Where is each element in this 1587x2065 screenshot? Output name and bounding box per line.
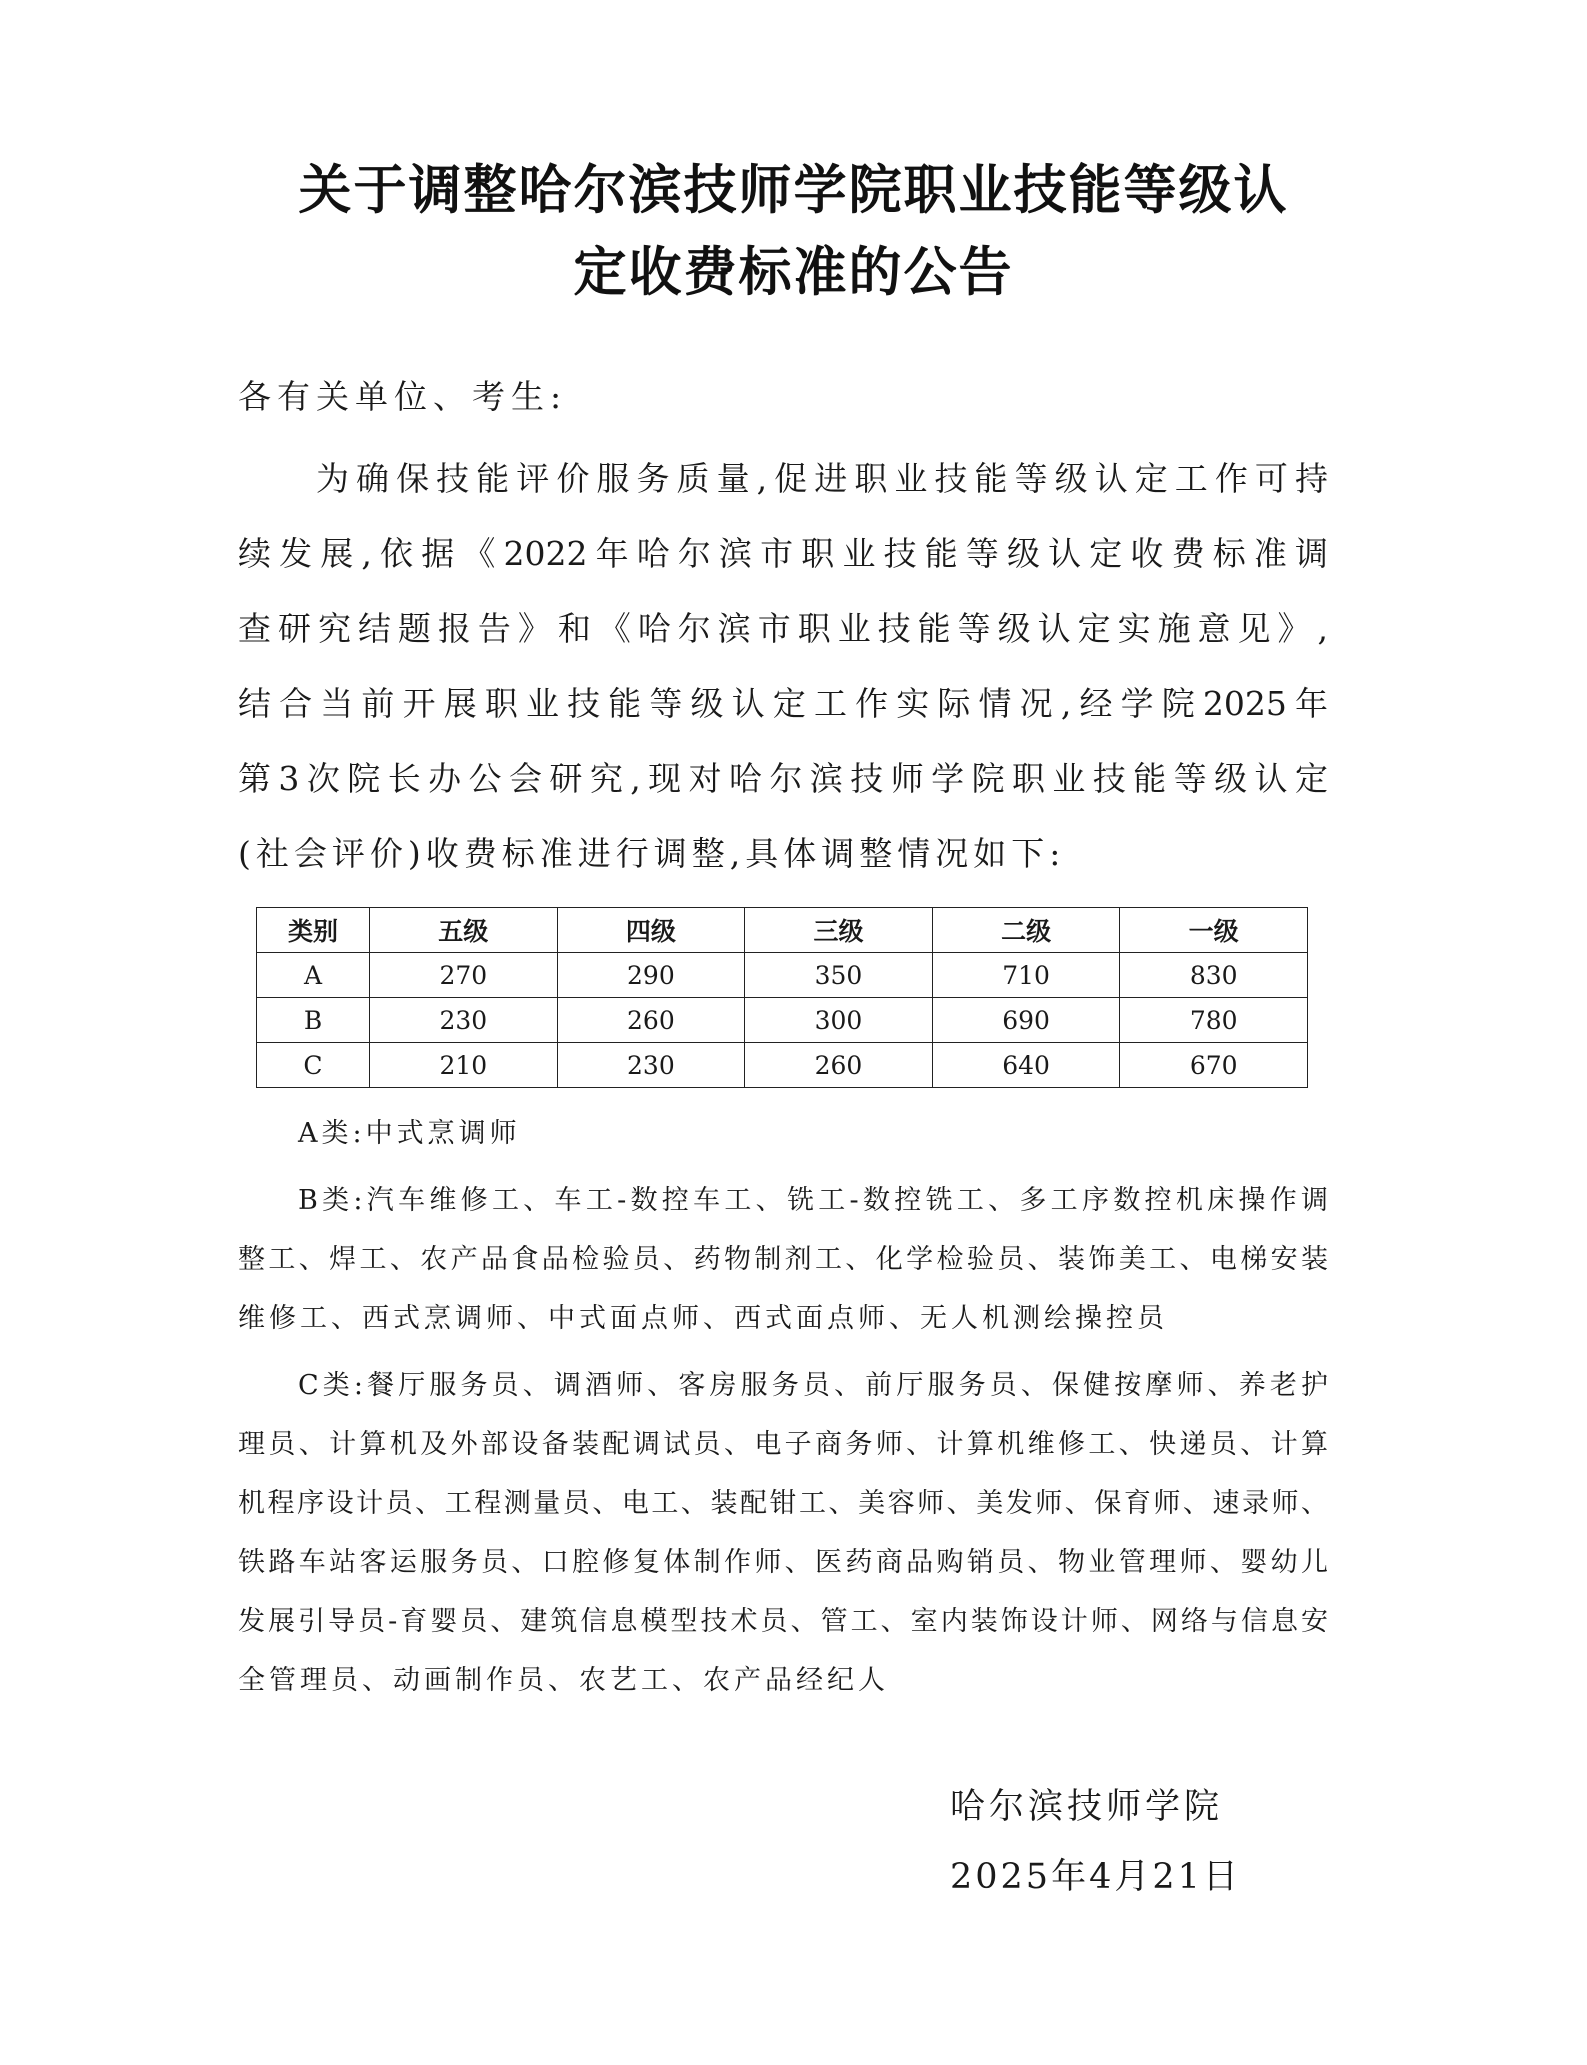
table-cell: 230 xyxy=(370,998,558,1043)
note-c-line: 理员、计算机及外部设备装配调试员、电子商务师、计算机维修工、快递员、计算 xyxy=(238,1429,1328,1460)
note-c-line: C类:餐厅服务员、调酒师、客房服务员、前厅服务员、保健按摩师、养老护 xyxy=(298,1370,1328,1401)
body-line: 结合当前开展职业技能等级认定工作实际情况,经学院2025年 xyxy=(238,684,1328,723)
table-cell: 350 xyxy=(745,953,933,998)
title-line-1: 关于调整哈尔滨技师学院职业技能等级认 xyxy=(298,160,1289,221)
header-level-4: 四级 xyxy=(557,908,745,953)
table-row xyxy=(257,998,1308,1043)
table-cell: 260 xyxy=(745,1043,933,1088)
table-cell: B xyxy=(257,998,370,1043)
table-cell: 640 xyxy=(932,1043,1120,1088)
salutation: 各有关单位、考生: xyxy=(238,377,568,416)
category-notes xyxy=(238,1104,1328,1710)
title-line-2: 定收费标准的公告 xyxy=(573,242,1014,303)
signature-date: 2025年4月21日 xyxy=(950,1857,1241,1897)
note-b-line: B类:汽车维修工、车工-数控车工、铣工-数控铣工、多工序数控机床操作调 xyxy=(298,1185,1328,1216)
note-b-line: 整工、焊工、农产品食品检验员、药物制剂工、化学检验员、装饰美工、电梯安装 xyxy=(238,1244,1328,1275)
table-cell: 210 xyxy=(370,1043,558,1088)
header-level-2: 二级 xyxy=(932,908,1120,953)
body-paragraph xyxy=(238,441,1328,891)
header-level-1: 一级 xyxy=(1120,908,1308,953)
note-c-line: 全管理员、动画制作员、农艺工、农产品经纪人 xyxy=(238,1665,889,1696)
header-category: 类别 xyxy=(257,908,370,953)
body-line: 续发展,依据《2022年哈尔滨市职业技能等级认定收费标准调 xyxy=(238,534,1328,573)
table-cell: 230 xyxy=(557,1043,745,1088)
table-cell: 690 xyxy=(932,998,1120,1043)
note-c-line: 铁路车站客运服务员、口腔修复体制作师、医药商品购销员、物业管理师、婴幼儿 xyxy=(238,1547,1328,1578)
table-cell: 270 xyxy=(370,953,558,998)
note-c-line: 发展引导员-育婴员、建筑信息模型技术员、管工、室内装饰设计师、网络与信息安 xyxy=(238,1606,1328,1637)
note-c-line: 机程序设计员、工程测量员、电工、装配钳工、美容师、美发师、保育师、速录师、 xyxy=(238,1488,1328,1519)
header-level-5: 五级 xyxy=(370,908,558,953)
table-cell: 780 xyxy=(1120,998,1308,1043)
table-cell: C xyxy=(257,1043,370,1088)
table-cell: 830 xyxy=(1120,953,1308,998)
table-cell: 260 xyxy=(557,998,745,1043)
table-row xyxy=(257,1043,1308,1088)
body-line: 第3次院长办公会研究,现对哈尔滨技师学院职业技能等级认定 xyxy=(238,759,1328,798)
table-row xyxy=(257,953,1308,998)
body-line: 查研究结题报告》和《哈尔滨市职业技能等级认定实施意见》, xyxy=(238,609,1328,648)
body-line: (社会评价)收费标准进行调整,具体调整情况如下: xyxy=(238,834,1066,873)
note-b-line: 维修工、西式烹调师、中式面点师、西式面点师、无人机测绘操控员 xyxy=(238,1303,1168,1334)
table-cell: 290 xyxy=(557,953,745,998)
header-level-3: 三级 xyxy=(745,908,933,953)
table-cell: 710 xyxy=(932,953,1120,998)
table-header-row xyxy=(257,908,1308,953)
table-cell: 300 xyxy=(745,998,933,1043)
signature-organization: 哈尔滨技师学院 xyxy=(950,1787,1224,1827)
fee-table xyxy=(256,907,1308,1088)
body-line: 为确保技能评价服务质量,促进职业技能等级认定工作可持 xyxy=(316,459,1328,498)
notice-title xyxy=(180,150,1407,314)
note-a-line: A类:中式烹调师 xyxy=(298,1118,521,1149)
table-cell: A xyxy=(257,953,370,998)
table-cell: 670 xyxy=(1120,1043,1308,1088)
